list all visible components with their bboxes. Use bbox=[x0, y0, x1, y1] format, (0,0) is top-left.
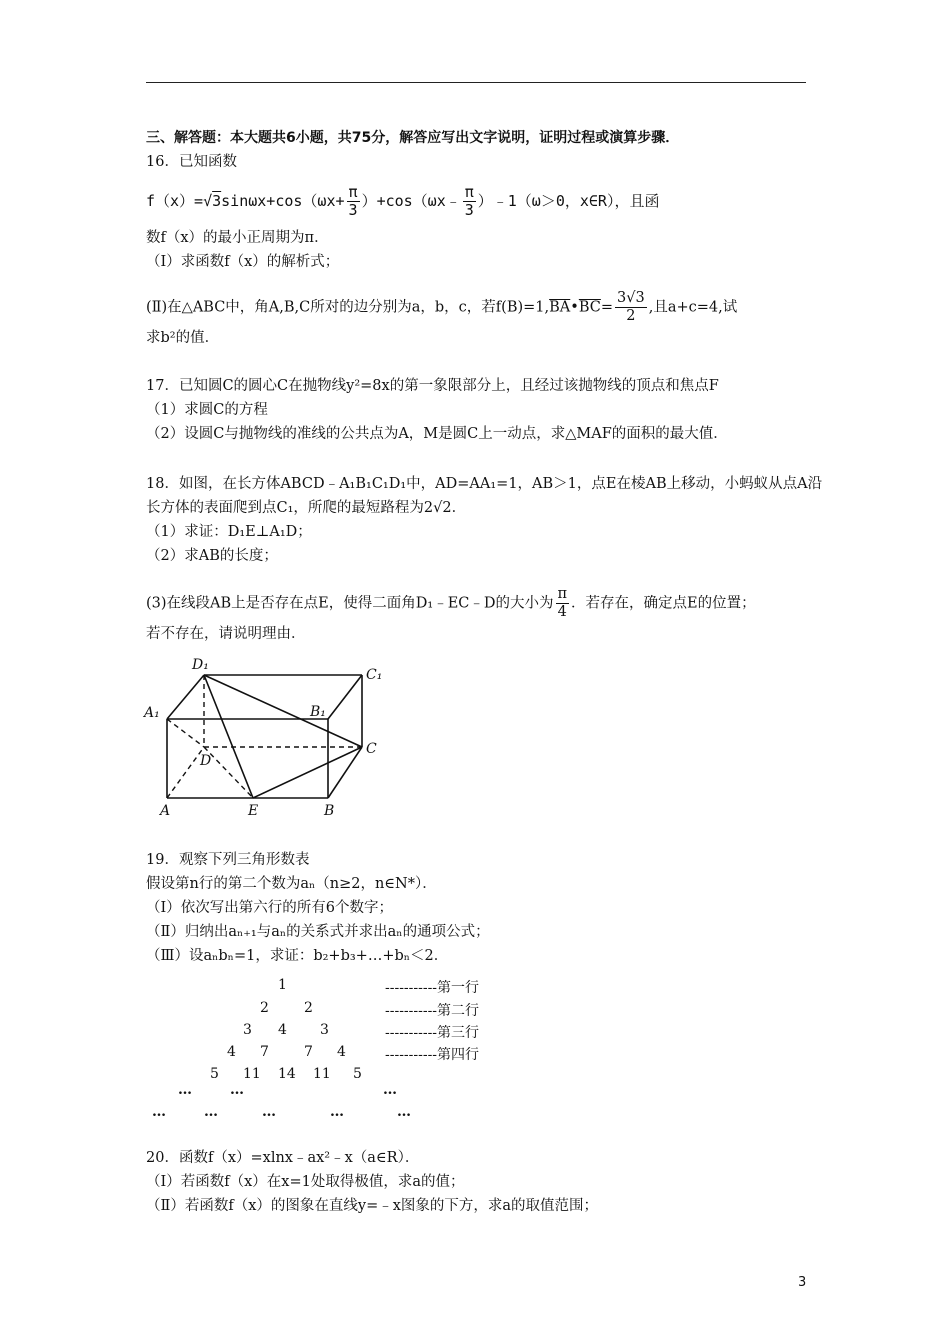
table-cell: 3 bbox=[320, 1022, 329, 1038]
q18-line1: 18．如图，在长方体ABCD﹣A₁B₁C₁D₁中，AD=AA₁=1，AB＞1，点E在棱AB上移动，小蚂蚁从点A沿 bbox=[146, 476, 823, 492]
q17-part1: （1）求圆C的方程 bbox=[146, 402, 268, 418]
q16-frac-2-num: π bbox=[464, 183, 474, 201]
hidden-segment-a1d bbox=[167, 719, 204, 747]
row-label: -----------第三行 bbox=[385, 1025, 480, 1041]
q16-part2 bbox=[146, 290, 737, 325]
q18-part2: （2）求AB的长度； bbox=[146, 548, 278, 564]
q16-frac-1-num: π bbox=[348, 183, 358, 201]
q16-intro: 16．已知函数 bbox=[146, 154, 237, 170]
page-number: 3 bbox=[798, 1275, 807, 1290]
table-cell: 5 bbox=[210, 1066, 219, 1082]
q18-part3-a: (3)在线段AB上是否存在点E，使得二面角D₁﹣EC﹣D的大小为 bbox=[146, 595, 554, 612]
table-cell: 4 bbox=[227, 1044, 236, 1060]
q16-formula-b: sinωx+cos（ωx+ bbox=[221, 192, 345, 210]
q19-part1: （Ⅰ）依次写出第六行的所有6个数字； bbox=[146, 900, 393, 916]
q18-frac bbox=[556, 586, 570, 621]
table-cell: 7 bbox=[260, 1044, 269, 1060]
q19-line1: 19．观察下列三角形数表 bbox=[146, 852, 310, 868]
table-ellipsis: … bbox=[204, 1104, 218, 1120]
q17-part2: （2）设圆C与抛物线的准线的公共点为A，M是圆C上一动点，求△MAF的面积的最大值． bbox=[146, 426, 728, 442]
q16-formula-d: ）﹣1（ω＞0，x∈R），且函 bbox=[477, 192, 660, 210]
vector-ba: $\overline{BA}$ bbox=[549, 299, 571, 316]
label-d1: D₁ bbox=[192, 657, 209, 673]
dot-operator: • bbox=[570, 299, 579, 316]
label-b: B bbox=[324, 803, 335, 819]
q16-frac-3-den: 2 bbox=[626, 308, 636, 324]
table-ellipsis: … bbox=[330, 1104, 344, 1120]
table-cell: 1 bbox=[278, 977, 287, 993]
q16-line2: 数f（x）的最小正周期为π． bbox=[146, 230, 329, 246]
label-c1: C₁ bbox=[366, 667, 383, 683]
q18-part1: （1）求证：D₁E⊥A₁D； bbox=[146, 524, 312, 540]
row-label: -----------第二行 bbox=[385, 1003, 480, 1019]
q16-formula-a: f（x）= bbox=[146, 192, 204, 210]
q16-frac-3 bbox=[615, 290, 647, 325]
q19-line2: 假设第n行的第二个数为aₙ（n≥2，n∈N*）． bbox=[146, 876, 437, 892]
q18-part3 bbox=[146, 586, 756, 621]
hidden-segment-de bbox=[204, 747, 253, 798]
table-ellipsis: … bbox=[230, 1082, 244, 1098]
table-ellipsis: … bbox=[262, 1104, 276, 1120]
table-cell: 4 bbox=[337, 1044, 346, 1060]
label-d: D bbox=[200, 753, 212, 769]
label-a: A bbox=[160, 803, 171, 819]
equals-sign: = bbox=[600, 299, 614, 316]
q16-formula-sqrt: 3 bbox=[212, 192, 222, 210]
q20-part2: （Ⅱ）若函数f（x）的图象在直线y=﹣x图象的下方，求a的取值范围； bbox=[146, 1198, 599, 1214]
q16-frac-3-num: 3√3 bbox=[617, 290, 645, 306]
q16-part2-b: ,且a+c=4,试 bbox=[648, 299, 738, 316]
table-ellipsis: … bbox=[152, 1104, 166, 1120]
table-ellipsis: … bbox=[397, 1104, 411, 1120]
q16-frac-2-den: 3 bbox=[464, 201, 474, 219]
table-cell: 14 bbox=[278, 1066, 296, 1082]
row-label: -----------第一行 bbox=[385, 980, 480, 996]
label-c: C bbox=[366, 741, 377, 757]
section-header: 三、解答题：本大题共6小题，共75分，解答应写出文字说明，证明过程或演算步骤． bbox=[146, 130, 680, 146]
q16-formula-c: ）+cos（ωx﹣ bbox=[361, 192, 461, 210]
q20-part1: （Ⅰ）若函数f（x）在x=1处取得极值，求a的值； bbox=[146, 1174, 465, 1190]
q16-frac-2 bbox=[463, 184, 476, 219]
header-rule bbox=[146, 82, 806, 83]
cuboid-figure bbox=[140, 655, 390, 820]
q17-line1: 17．已知圆C的圆心C在抛物线y²=8x的第一象限部分上，且经过该抛物线的顶点和焦点F bbox=[146, 378, 719, 394]
q16-frac-1-den: 3 bbox=[348, 201, 358, 219]
q18-frac-num: π bbox=[557, 586, 568, 602]
q19-part3: （Ⅲ）设aₙbₙ=1，求证：b₂+b₃+…+bₙ＜2． bbox=[146, 948, 449, 964]
sqrt-sign: √ bbox=[203, 192, 213, 210]
edge-a1d1 bbox=[167, 675, 204, 719]
q20-line1: 20．函数f（x）=xlnx﹣ax²﹣x（a∈R）． bbox=[146, 1150, 420, 1166]
label-b1: B₁ bbox=[310, 704, 326, 720]
table-cell: 11 bbox=[243, 1066, 261, 1082]
q16-frac-1 bbox=[347, 184, 360, 219]
edge-b1c1 bbox=[328, 675, 362, 719]
table-ellipsis: … bbox=[178, 1082, 192, 1098]
table-cell: 2 bbox=[260, 1000, 269, 1016]
row-label: -----------第四行 bbox=[385, 1047, 480, 1063]
table-cell: 3 bbox=[243, 1022, 252, 1038]
hidden-edge-ad bbox=[167, 747, 204, 798]
q18-line2: 长方体的表面爬到点C₁，所爬的最短路程为2√2． bbox=[146, 500, 467, 516]
table-cell: 11 bbox=[313, 1066, 331, 1082]
label-a1: A₁ bbox=[144, 705, 160, 721]
table-cell: 4 bbox=[278, 1022, 287, 1038]
q18-part3-b: ．若存在，确定点E的位置； bbox=[571, 595, 756, 612]
q16-part2-a: (Ⅱ)在△ABC中，角A,B,C所对的边分别为a，b，c，若f(B)=1, bbox=[146, 299, 550, 316]
q16-formula bbox=[146, 184, 659, 219]
q16-part2-cont: 求b²的值． bbox=[146, 330, 220, 346]
q18-part3-cont: 若不存在，请说明理由． bbox=[146, 626, 306, 642]
label-e: E bbox=[248, 803, 259, 819]
table-cell: 2 bbox=[304, 1000, 313, 1016]
q16-part1: （Ⅰ）求函数f（x）的解析式； bbox=[146, 254, 340, 270]
table-ellipsis: … bbox=[383, 1082, 397, 1098]
table-cell: 7 bbox=[304, 1044, 313, 1060]
q18-frac-den: 4 bbox=[557, 604, 567, 620]
table-cell: 5 bbox=[353, 1066, 362, 1082]
q19-part2: （Ⅱ）归纳出aₙ₊₁与aₙ的关系式并求出aₙ的通项公式； bbox=[146, 924, 490, 940]
vector-bc: $\overline{BC}$ bbox=[578, 299, 601, 316]
